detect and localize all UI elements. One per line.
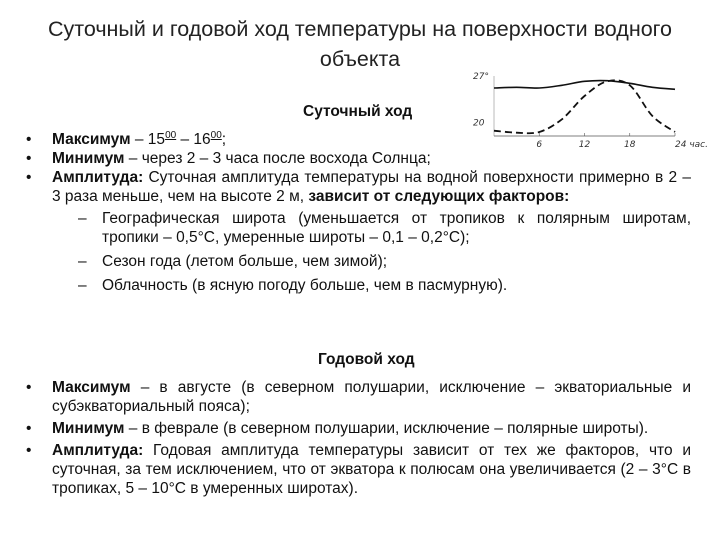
annual-max-text: – в августе (в северном полушарии, исключение – экваториальные и субэкваториальный пояса); <box>52 379 691 415</box>
annual-heading: Годовой ход <box>318 351 415 368</box>
series-solid-line <box>494 81 675 90</box>
daily-bullet-list <box>26 130 691 300</box>
daily-min-text: – через 2 – 3 часа после восхода Солнца; <box>124 150 431 167</box>
x-tick-label: 24 час. <box>675 140 708 150</box>
annual-max-item <box>26 378 691 416</box>
annual-min-item <box>26 419 691 438</box>
x-tick-label: 6 <box>536 140 543 150</box>
daily-max-item <box>26 130 691 149</box>
factor-item: – Облачность (в ясную погоду больше, чем в пасмурную). <box>76 276 691 295</box>
annual-amp-text: Годовая амплитуда температуры зависит от тех же факторов, что и суточная, за тем исключением, что от экватора к полюсам она увеличивается (2 – 3°С в тропиках, 5 – 10°С в умеренных широтах). <box>52 442 691 497</box>
daily-min-item <box>26 149 691 168</box>
daily-min-label: Минимум <box>52 150 125 167</box>
daily-heading: Суточный ход <box>303 103 413 120</box>
x-tick-label: 12 <box>578 140 591 150</box>
daily-amp-text: Суточная амплитуда температуры на водной поверхности примерно в 2 – 3 раза меньше, чем на высоте 2 м, <box>52 169 691 205</box>
annual-bullet-list <box>26 378 691 498</box>
graph-axes <box>494 76 675 136</box>
daily-max-sup2: 00 <box>210 129 222 141</box>
annual-max-label: Максимум <box>52 379 131 396</box>
daily-max-text: – 15 <box>130 131 166 148</box>
factor-item: – Географическая широта (уменьшается от тропиков к полярным широтам, тропики – 0,5°С, умеренные широты – 0,1 – 0,2°С); <box>76 209 691 247</box>
y-tick-label: 27° <box>473 72 489 82</box>
daily-amp-bold: зависит от следующих факторов: <box>308 188 570 205</box>
daily-max-label: Максимум <box>52 131 131 148</box>
annual-min-label: Минимум <box>52 420 125 437</box>
series-dashed-line <box>494 80 675 133</box>
y-tick-label: 20 <box>473 118 485 129</box>
daily-max-mid: – 16 <box>176 131 211 148</box>
daily-max-end: ; <box>221 131 227 148</box>
factor-list <box>52 209 691 295</box>
page-title: Суточный и годовой ход температуры на поверхности водного объекта <box>47 17 672 71</box>
annual-min-text: – в феврале (в северном полушарии, исключение – полярные широты). <box>124 420 649 437</box>
daily-amp-label: Амплитуда: <box>52 169 144 186</box>
factor-item: – Сезон года (летом больше, чем зимой); <box>76 252 691 271</box>
daily-max-sup1: 00 <box>165 129 177 141</box>
daily-amplitude-item <box>26 168 691 295</box>
x-tick-label: 18 <box>624 140 636 150</box>
annual-amp-label: Амплитуда: <box>52 442 144 459</box>
annual-amplitude-item <box>26 441 691 498</box>
